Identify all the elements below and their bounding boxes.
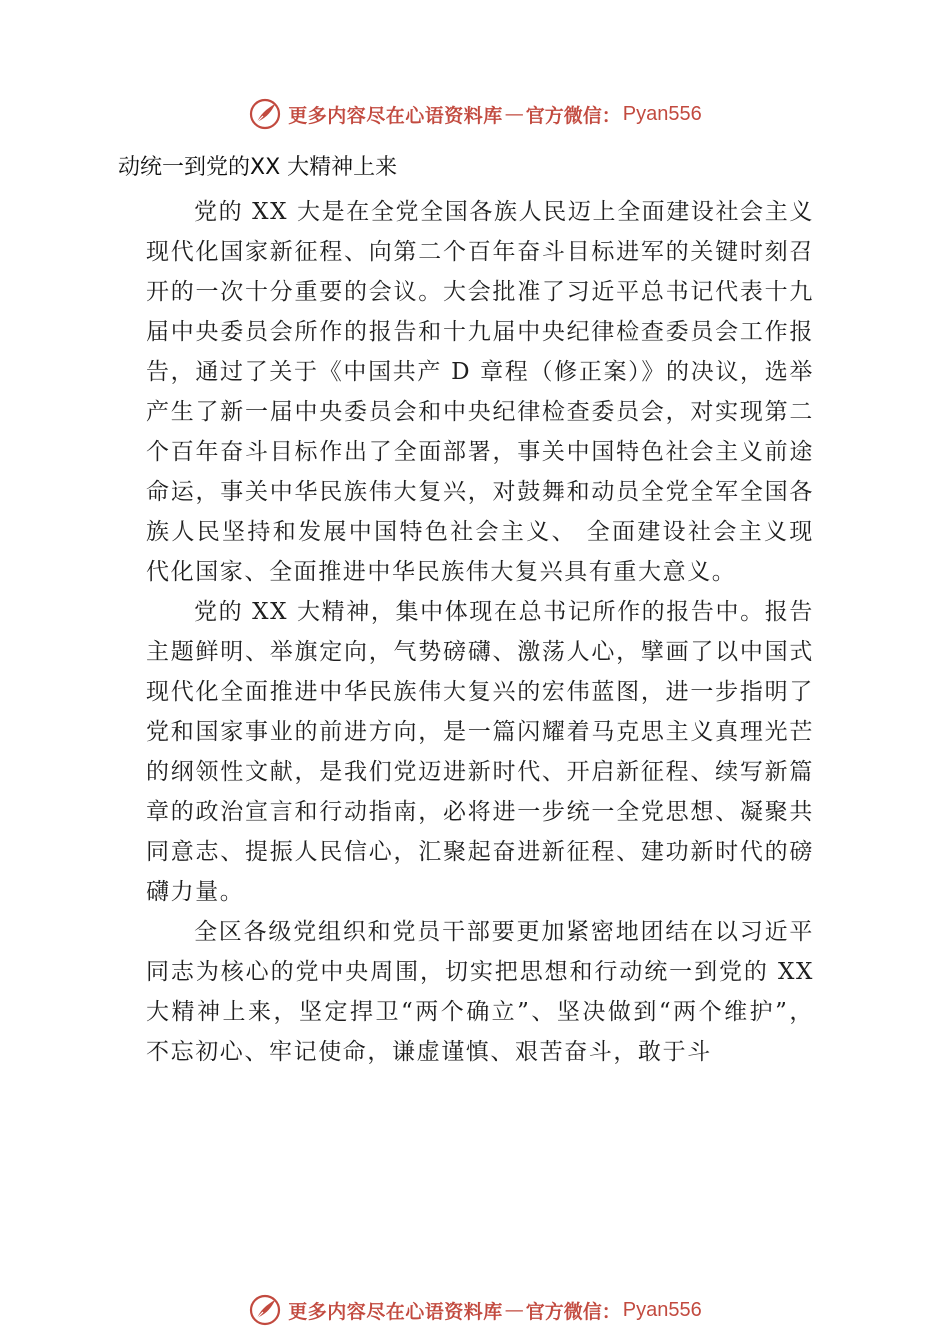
footer-watermark-banner	[0, 1288, 950, 1332]
banner-brand-text: 更多内容尽在心语资料库	[288, 104, 503, 127]
paragraph-2: 党的 XX 大精神，集中体现在总书记所作的报告中。报告主题鲜明、举旗定向，气势磅礴、激荡人心，擘画了以中国式现代化全面推进中华民族伟大复兴的宏伟蓝图，进一步指明了党和国家事业的前进方向，是一篇闪耀着马克思主义真理光芒的纲领性文献，是我们党迈进新时代、开启新征程、续写新篇章的政治宣言和行动指南，必将进一步统一全党思想、凝聚共同意志、提振人民信心，汇聚起奋进新征程、建功新时代的磅礴力量。	[146, 599, 814, 905]
banner-brand-text: 更多内容尽在心语资料库	[288, 1300, 503, 1323]
paragraph-1: 党的 XX 大是在全党全国各族人民迈上全面建设社会主义现代化国家新征程、向第二个百年奋斗目标进军的关键时刻召开的一次十分重要的会议。大会批准了习近平总书记代表十九届中央委员会所作的报告和十九届中央纪律检查委员会工作报告，通过了关于《中国共产 D 章程（修正案）》的决议，选举产生了新一届中央委员会和中央纪律检查委员会，对实现第二个百年奋斗目标作出了全面部署，事关中国特色社会主义前途命运，事关中华民族伟大复兴，对鼓舞和动员全党全军全国各族人民坚持和发展中国特色社会主义、 全面建设社会主义现代化国家、全面推进中华民族伟大复兴具有重大意义。	[146, 199, 814, 585]
paragraph-3: 全区各级党组织和党员干部要更加紧密地团结在以习近平同志为核心的党中央周围，切实把思想和行动统一到党的 XX 大精神上来，坚定捍卫“两个确立”、坚决做到“两个维护”，不忘初心、牢记使命，谦虚谨慎、艰苦奋斗，敢于斗	[146, 919, 814, 1065]
banner-separator: —	[504, 103, 524, 125]
banner-wechat-id: Pyan556	[622, 102, 702, 125]
section-heading: 动统一到党的XX 大精神上来	[118, 155, 398, 180]
quill-logo-icon	[248, 97, 282, 131]
banner-separator: —	[504, 1299, 524, 1321]
banner-wechat-id: Pyan556	[622, 1298, 702, 1321]
banner-channel-label: 官方微信：	[525, 1300, 621, 1323]
banner-channel-label: 官方微信：	[525, 104, 621, 127]
header-watermark-banner	[0, 92, 950, 136]
quill-logo-icon	[248, 1293, 282, 1327]
document-body	[118, 150, 814, 1072]
